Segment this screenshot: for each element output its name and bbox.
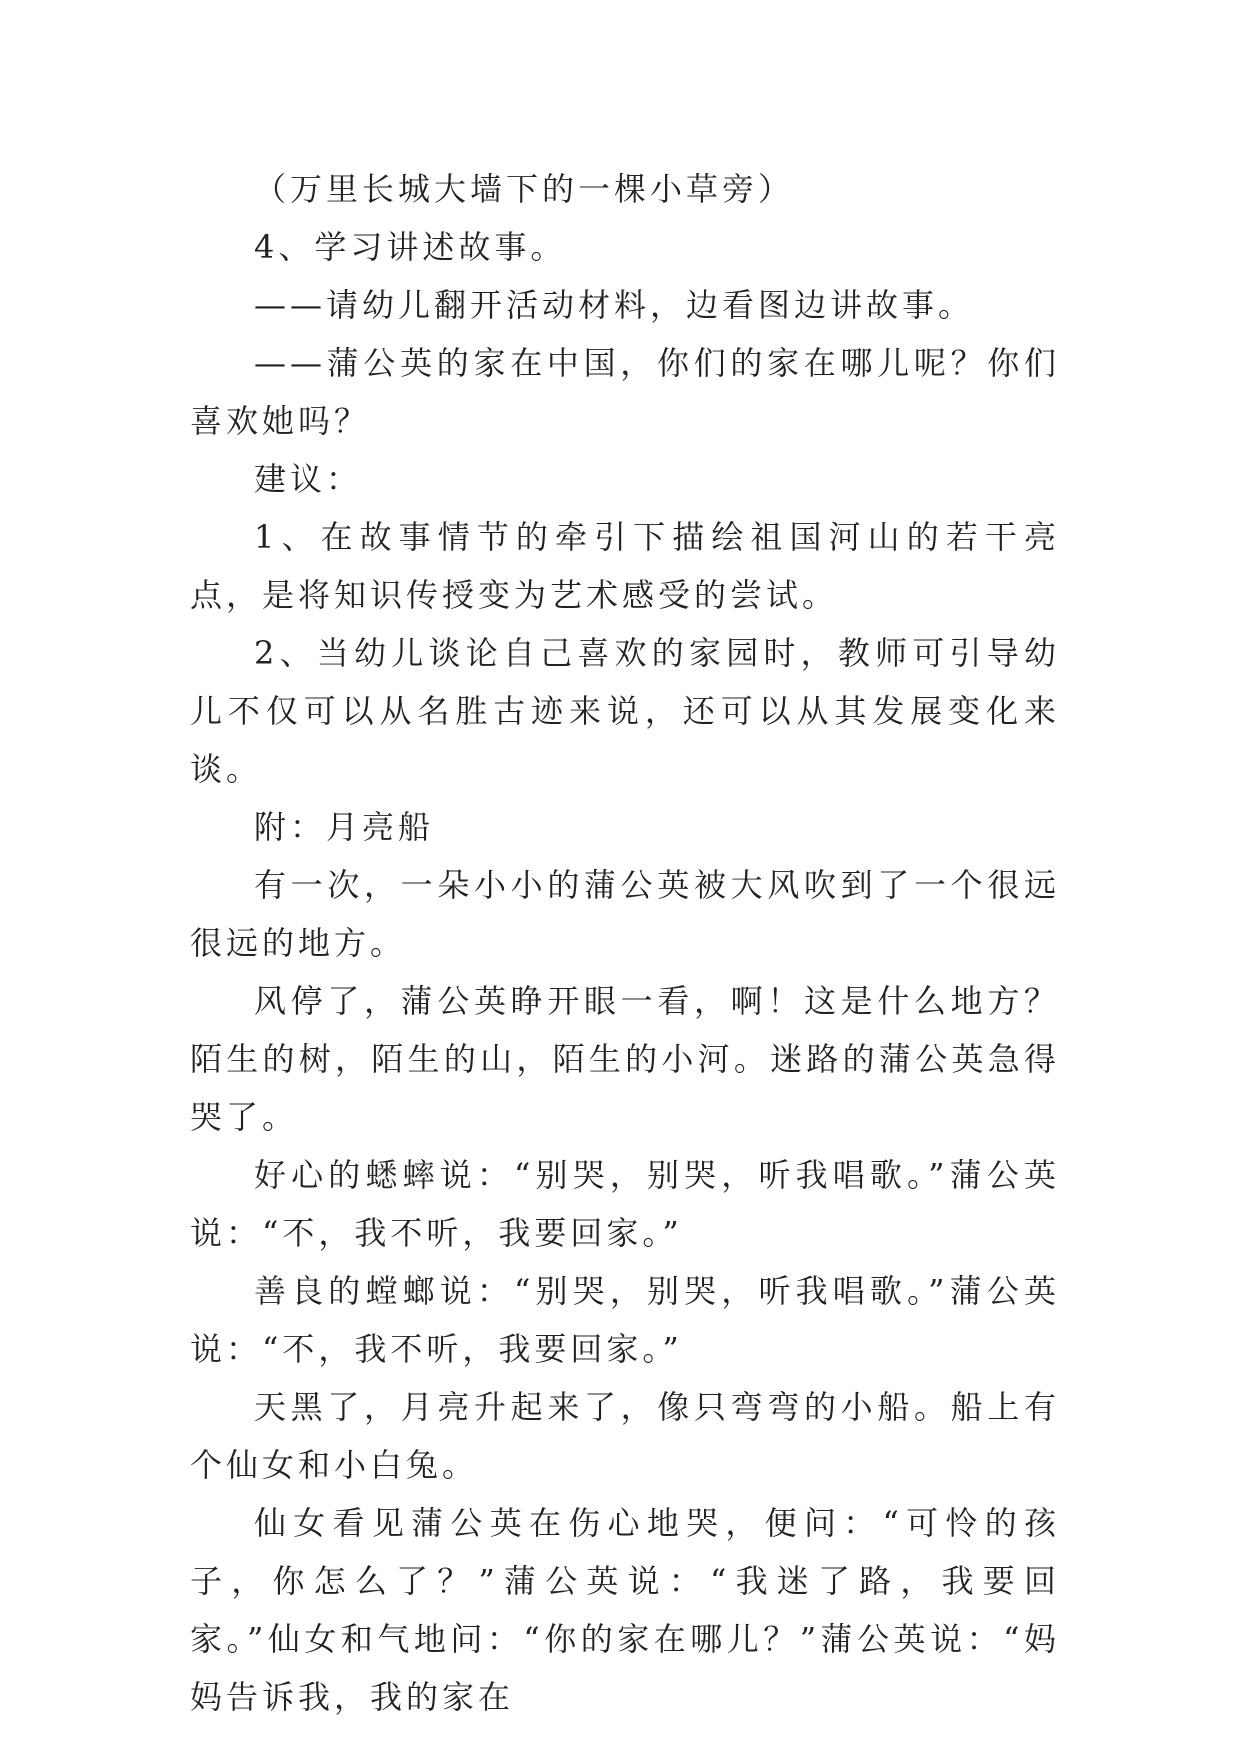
paragraph: ——蒲公英的家在中国，你们的家在哪儿呢？你们喜欢她吗？ (190, 344, 1060, 440)
paragraph: 善良的螳螂说：“别哭，别哭，听我唱歌。”蒲公英说：“不，我不听，我要回家。” (190, 1272, 1060, 1368)
paragraph: 4、学习讲述故事。 (254, 228, 567, 266)
paragraph: 天黑了，月亮升起来了，像只弯弯的小船。船上有个仙女和小白兔。 (190, 1388, 1060, 1484)
paragraph: 2、当幼儿谈论自己喜欢的家园时，教师可引导幼儿不仅可以从名胜古迹来说，还可以从其发展变化来谈。 (190, 634, 1060, 788)
paragraph: 有一次，一朵小小的蒲公英被大风吹到了一个很远很远的地方。 (190, 866, 1060, 962)
paragraph: 仙女看见蒲公英在伤心地哭，便问：“可怜的孩子，你怎么了？”蒲公英说：“我迷了路，我要回家。”仙女和气地问：“你的家在哪儿？”蒲公英说：“妈妈告诉我，我的家在 (190, 1504, 1060, 1716)
paragraph: ——请幼儿翻开活动材料，边看图边讲故事。 (254, 286, 975, 324)
paragraph: 建议： (254, 460, 363, 498)
paragraph: 附：月亮船 (254, 808, 435, 846)
document-body (190, 160, 1060, 1726)
paragraph: 风停了，蒲公英睁开眼一看，啊！这是什么地方？陌生的树，陌生的山，陌生的小河。迷路的蒲公英急得哭了。 (190, 982, 1060, 1136)
paragraph: （万里长城大墙下的一棵小草旁） (254, 170, 795, 208)
paragraph: 1、在故事情节的牵引下描绘祖国河山的若干亮点，是将知识传授变为艺术感受的尝试。 (190, 518, 1060, 614)
paragraph: 好心的蟋蟀说：“别哭，别哭，听我唱歌。”蒲公英说：“不，我不听，我要回家。” (190, 1156, 1060, 1252)
